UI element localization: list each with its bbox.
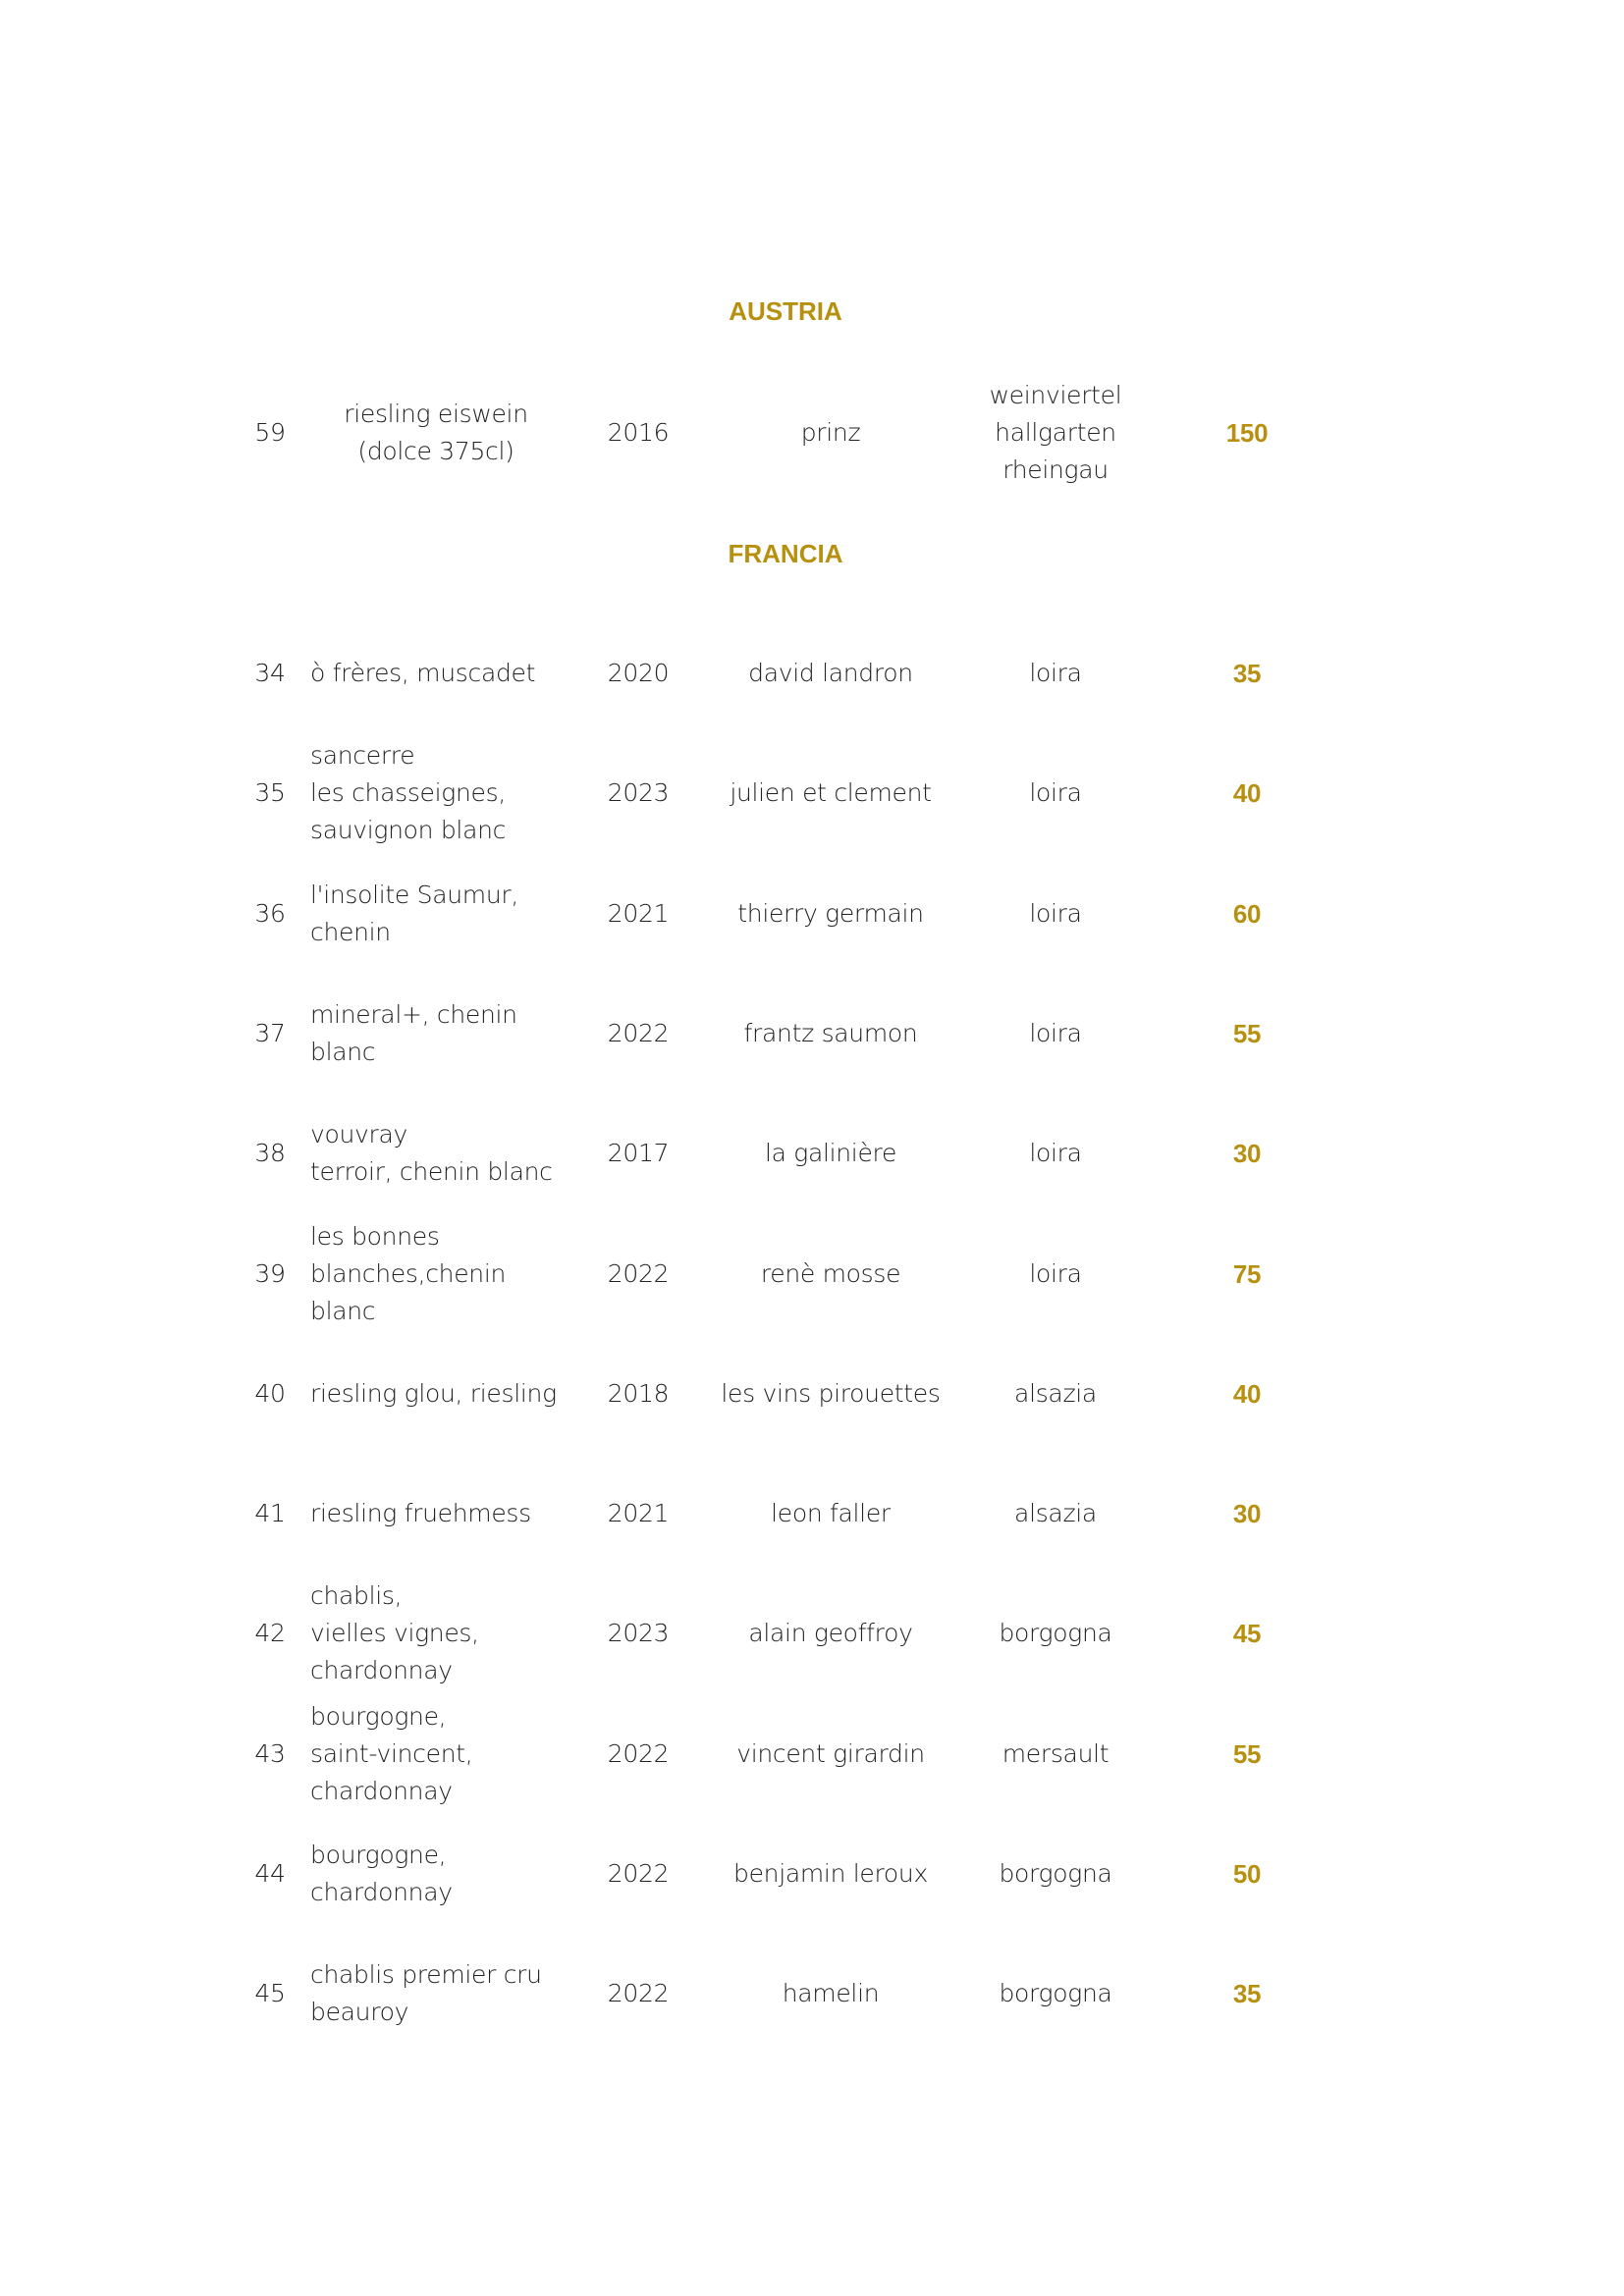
wine-year: 2021 xyxy=(607,898,670,928)
wine-region-line: hallgarten xyxy=(995,418,1116,447)
wine-price: 50 xyxy=(1232,1859,1262,1889)
wine-region-line: loira xyxy=(1029,898,1082,928)
wine-number: 40 xyxy=(254,1378,286,1408)
wine-name-line: riesling eiswein xyxy=(344,400,528,428)
wine-region-line: rheingau xyxy=(1002,455,1109,484)
wine-number: 34 xyxy=(254,659,286,687)
wine-price: 40 xyxy=(1232,1378,1262,1409)
wine-name-line: beauroy xyxy=(310,1998,409,2027)
wine-region xyxy=(943,774,1168,812)
wine-number: 41 xyxy=(254,1499,286,1528)
wine-name-line: chenin xyxy=(310,917,391,946)
wine-name-line: saint-vincent, xyxy=(310,1738,473,1768)
wine-name-line: sauvignon blanc xyxy=(310,816,507,845)
section-title-francia: FRANCIA xyxy=(728,539,843,568)
wine-region xyxy=(943,1855,1168,1893)
wine-price: 45 xyxy=(1232,1619,1262,1649)
wine-name xyxy=(310,1837,575,1911)
wine-name-line: (dolce 375cl) xyxy=(357,437,514,465)
section-title-austria: AUSTRIA xyxy=(729,296,842,326)
wine-name-line: chardonnay xyxy=(310,1656,453,1685)
wine-name-line: ò frères, muscadet xyxy=(310,659,536,687)
wine-number: 42 xyxy=(254,1619,286,1648)
wine-number: 59 xyxy=(254,418,286,447)
wine-year: 2018 xyxy=(607,1378,670,1408)
wine-name xyxy=(310,1577,575,1689)
wine-region xyxy=(943,895,1168,933)
wine-producer: frantz saumon xyxy=(743,1018,918,1047)
wine-number: 44 xyxy=(254,1859,286,1888)
wine-name-line: terroir, chenin blanc xyxy=(310,1157,553,1187)
wine-name-line: riesling fruehmess xyxy=(310,1499,531,1528)
wine-name xyxy=(298,396,573,470)
wine-name-line: vouvray xyxy=(310,1120,408,1149)
wine-price: 40 xyxy=(1232,778,1262,809)
wine-number: 45 xyxy=(254,1979,286,2008)
wine-name-line: vielles vignes, xyxy=(310,1619,479,1648)
wine-year: 2021 xyxy=(607,1499,670,1528)
wine-region xyxy=(943,1495,1168,1532)
wine-price: 35 xyxy=(1232,659,1262,688)
wine-region xyxy=(943,1375,1168,1413)
wine-region xyxy=(943,1255,1168,1293)
wine-producer: la galinière xyxy=(764,1139,897,1168)
wine-name xyxy=(310,996,575,1071)
wine-name-line: chardonnay xyxy=(310,1878,453,1906)
wine-name-line: blanc xyxy=(310,1296,376,1325)
wine-number: 43 xyxy=(254,1738,286,1768)
wine-name xyxy=(310,737,575,849)
wine-producer: david landron xyxy=(748,659,913,687)
wine-name-line: l'insolite Saumur, xyxy=(310,880,519,909)
wine-name xyxy=(310,1698,575,1810)
wine-price: 75 xyxy=(1232,1258,1262,1289)
wine-year: 2016 xyxy=(607,418,670,447)
wine-year: 2017 xyxy=(607,1139,670,1168)
wine-year: 2023 xyxy=(607,1619,670,1648)
wine-price: 35 xyxy=(1232,1979,1262,2009)
wine-producer: benjamin leroux xyxy=(733,1859,928,1888)
wine-name-line: bourgogne, xyxy=(310,1841,447,1869)
wine-year: 2022 xyxy=(607,1738,670,1768)
wine-region-line: loira xyxy=(1029,1139,1082,1168)
wine-number: 39 xyxy=(254,1258,286,1288)
wine-year: 2022 xyxy=(607,1859,670,1888)
wine-name-line: sancerre xyxy=(310,741,415,771)
wine-region-line: loira xyxy=(1029,778,1082,808)
wine-name-line: blanc xyxy=(310,1037,376,1066)
wine-region xyxy=(943,1735,1168,1773)
wine-region xyxy=(943,1135,1168,1172)
wine-region-line: mersault xyxy=(1001,1738,1110,1768)
wine-number: 35 xyxy=(254,778,286,808)
wine-producer: alain geoffroy xyxy=(748,1619,913,1648)
wine-year: 2020 xyxy=(607,659,670,687)
wine-region xyxy=(943,655,1168,692)
wine-price: 30 xyxy=(1232,1499,1262,1529)
wine-region-line: borgogna xyxy=(999,1859,1112,1888)
wine-name-line: les chasseignes, xyxy=(310,778,506,808)
wine-producer: hamelin xyxy=(782,1979,880,2008)
wine-name xyxy=(310,1375,575,1413)
wine-name xyxy=(310,1116,575,1191)
wine-name xyxy=(310,655,575,692)
wine-year: 2022 xyxy=(607,1979,670,2008)
wine-name-line: chardonnay xyxy=(310,1776,453,1805)
wine-name-line: mineral+, chenin xyxy=(310,999,517,1029)
wine-region xyxy=(943,377,1168,489)
wine-name-line: chablis, xyxy=(310,1581,403,1611)
wine-name xyxy=(310,877,575,951)
wine-name-line: blanches,chenin xyxy=(310,1258,507,1288)
wine-price: 55 xyxy=(1232,1738,1262,1769)
wine-name xyxy=(310,1218,575,1330)
wine-price: 55 xyxy=(1232,1018,1262,1048)
wine-producer: prinz xyxy=(800,418,861,447)
wine-number: 36 xyxy=(254,898,286,928)
wine-producer: vincent girardin xyxy=(736,1738,925,1768)
wine-producer: les vins pirouettes xyxy=(721,1378,941,1408)
wine-producer: leon faller xyxy=(771,1499,891,1528)
wine-region-line: borgogna xyxy=(999,1979,1112,2008)
wine-name-line: les bonnes xyxy=(310,1221,440,1251)
wine-price: 30 xyxy=(1232,1139,1262,1169)
wine-name-line: chablis premier cru xyxy=(310,1960,542,1990)
wine-region-line: borgogna xyxy=(999,1619,1112,1648)
wine-year: 2022 xyxy=(607,1258,670,1288)
wine-producer: renè mosse xyxy=(760,1258,901,1288)
wine-region-line: loira xyxy=(1029,1258,1082,1288)
wine-producer: thierry germain xyxy=(737,898,924,928)
wine-region-line: alsazia xyxy=(1014,1378,1097,1408)
wine-number: 37 xyxy=(254,1018,286,1047)
wine-name xyxy=(310,1956,575,2031)
wine-name xyxy=(310,1495,575,1532)
wine-name-line: bourgogne, xyxy=(310,1701,447,1731)
wine-region xyxy=(943,1015,1168,1052)
wine-region xyxy=(943,1615,1168,1652)
wine-region-line: loira xyxy=(1029,659,1082,687)
wine-region xyxy=(943,1975,1168,2012)
wine-year: 2023 xyxy=(607,778,670,808)
wine-number: 38 xyxy=(254,1139,286,1168)
wine-producer: julien et clement xyxy=(730,778,932,808)
wine-price: 60 xyxy=(1232,898,1262,929)
wine-region-line: alsazia xyxy=(1014,1499,1097,1528)
wine-name-line: riesling glou, riesling xyxy=(310,1378,557,1408)
wine-price: 150 xyxy=(1225,418,1269,448)
wine-year: 2022 xyxy=(607,1018,670,1047)
wine-region-line: loira xyxy=(1029,1018,1082,1047)
wine-region-line: weinviertel xyxy=(989,381,1122,409)
